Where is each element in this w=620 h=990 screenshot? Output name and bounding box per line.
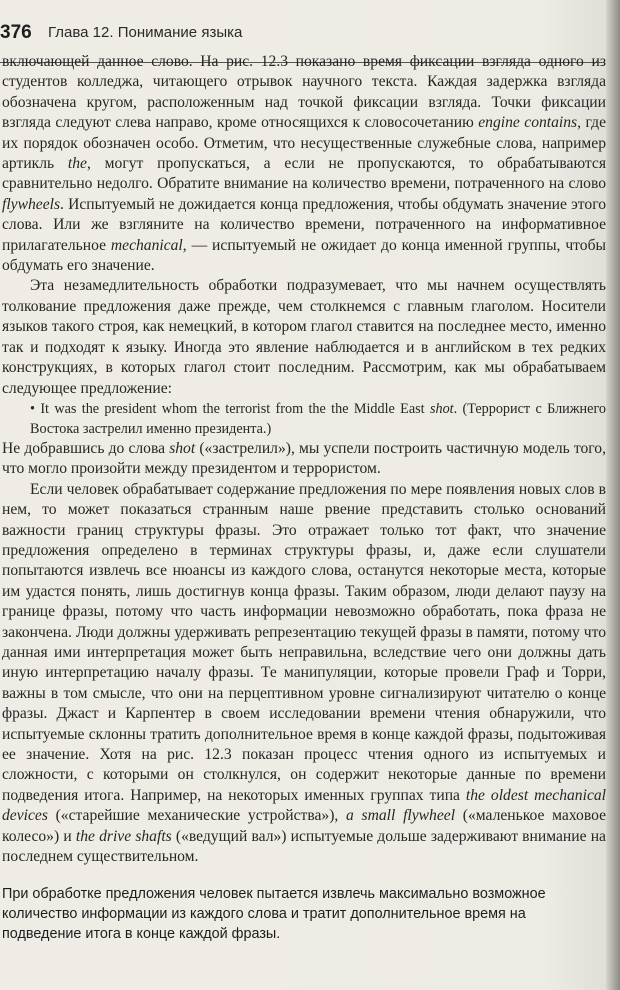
text-run: («ведущий вал») испытуемые дольше задерживают внимание на последнем существительном.	[2, 827, 606, 866]
text-run: («маленькое маховое колесо») и	[2, 807, 606, 845]
chapter-title: Глава 12. Понимание языка	[48, 24, 243, 41]
running-header	[0, 20, 602, 46]
text-run: . (Террорист с Ближнего Востока застрелил именно президента.)	[30, 400, 606, 437]
text-run: . Испытуемый не дожидается конца предложения, чтобы обдумать значение этого слова. Или же взгляните на количество времени, потраченного на информативное прилагательное	[2, 195, 606, 254]
italic-term: flywheels	[2, 195, 61, 213]
text-run: («застрелил»), мы успели построить частичную модель того, что могло произойти между президентом и террористом.	[2, 439, 606, 478]
paragraph	[2, 439, 606, 480]
text-run: включающей данное слово. На рис. 12.3 показано время фиксации взгляда одного из студентов колледжа, читающего отрывок научного текста. Каждая задержка взгляда обозначена кругом, расположенным над точкой фиксации взгляда. Точки фиксации взгляда следуют слева направо, кроме относящихся к словосочетанию	[2, 53, 606, 132]
text-run: , где их порядок обозначен особо. Отметим, что несущественные служебные слова, например артикль	[2, 114, 606, 173]
text-run: • It was the president whom the terrorist from the the Middle East	[30, 400, 430, 417]
italic-term: the oldest mechanical devices	[2, 786, 606, 825]
italic-term: shot	[429, 400, 454, 417]
paragraph	[2, 480, 606, 868]
summary-callout: При обработке предложения человек пытается извлечь максимально возможное количество информации из каждого слова и тратит дополнительное время на подведение итога в конце каждой фразы.	[2, 886, 546, 942]
italic-term: the drive shafts	[75, 827, 172, 845]
text-run: , — испытуемый не ожидает до конца именной группы, чтобы обдумать его значение.	[2, 236, 607, 275]
text-run: , могут пропускаться, а если не пропускаются, то обрабатываются сравнительно недолго. Обратите внимание на количество времени, потраченного на слово	[2, 155, 606, 193]
italic-term: mechanical	[110, 236, 183, 254]
page-number: 376	[0, 22, 32, 43]
italic-term: a small flywheel	[346, 807, 456, 825]
example-sentence	[2, 399, 606, 439]
italic-term: shot	[169, 439, 196, 457]
text-run: Эта незамедлительность обработки подразумевает, что мы начнем осуществлять толкование предложения даже прежде, чем столкнемся с главным глаголом. Носители языков такого строя, как немецкий, в котором глагол ставится на последнее место, именно так и подходят к языку. Иногда это явление наблюдается и в английском в тех редких конструкциях, в которых глагол стоит последним. Рассмотрим, как мы обрабатываем следующее предложение:	[2, 277, 606, 397]
italic-term: engine contains	[478, 114, 578, 132]
body-text	[2, 52, 606, 867]
paragraph	[2, 52, 606, 276]
text-run: («старейшие механические устройства»),	[47, 807, 347, 825]
italic-term: the	[67, 155, 87, 173]
page-edge	[606, 0, 620, 990]
text-run: Не добравшись до слова	[2, 439, 170, 457]
text-run: Если человек обрабатывает содержание предложения по мере появления новых слов в нем, то может показаться странным наше рвение представить столько оснований важности границ структуры фразы. Это отражает только тот факт, что значение предложения определено в терминах структуры фразы, и, даже если слушатели попытаются извлечь все нюансы из каждого слова, останутся некоторые места, которые им удастся понять, лишь достигнув конца фразы. Таким образом, люди делают паузу на границе фразы, потому что часть информации невозможно обработать, пока фраза не закончена. Люди должны удерживать репрезентацию текущей фразы в памяти, потому что данная ими интерпретация может быть неправильна, вследствие чего они должны дать иную интерпретацию началу фразы. Те манипуляции, которые провели Граф и Торри, важны в том смысле, что они на перцептивном уровне сигнализируют читателю о конце фразы. Джаст и Карпентер в своем исследовании времени чтения обнаружили, что испытуемые склонны тратить дополнительное время в конце каждой фразы, подытоживая ее значение. Хотя на рис. 12.3 показан процесс чтения одного из испытуемых и сложности, с которыми он столкнулся, он содержит некоторые данные по времени подведения итога. Например, на некоторых именных группах типа	[2, 480, 606, 804]
paragraph	[2, 276, 606, 398]
